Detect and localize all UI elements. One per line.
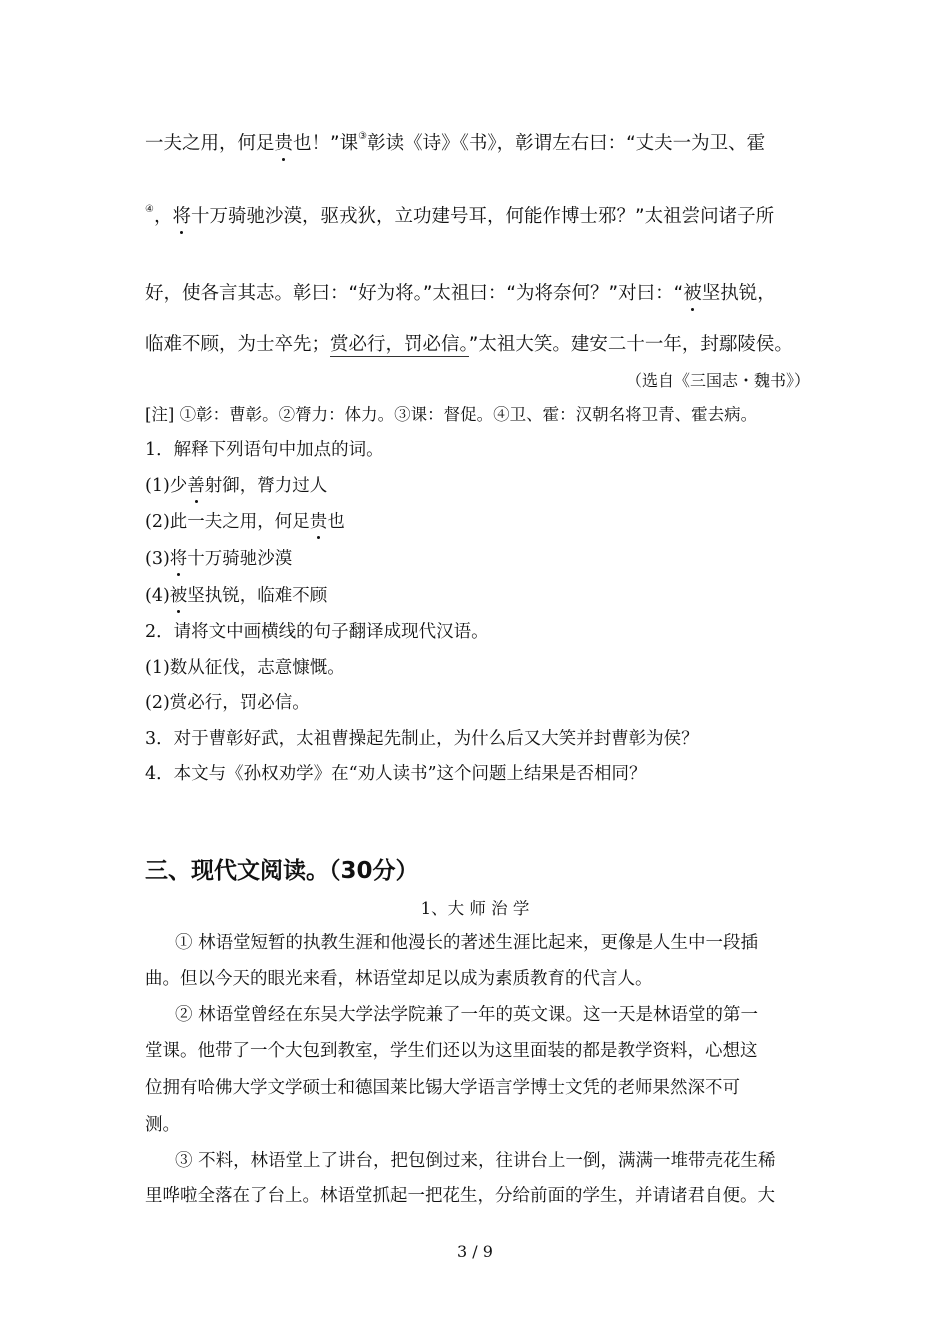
emphasized-char: 贵 xyxy=(274,133,294,154)
emphasized-char: 被 xyxy=(169,586,188,606)
emphasized-char: 将 xyxy=(169,549,188,569)
emphasized-char: 贵 xyxy=(309,512,328,532)
emphasized-char: 将 xyxy=(172,206,191,227)
text: ”太祖大笑。建安二十一年，封鄢陵侯。 xyxy=(468,334,793,355)
article-line: 测。 xyxy=(145,1115,180,1135)
source-citation: （选自《三国志・魏书》） xyxy=(625,371,810,390)
text: ， xyxy=(153,206,173,227)
question-2-2: (2)赏必行，罚必信。 xyxy=(145,693,310,713)
text: 坚执锐， xyxy=(701,283,776,304)
question-1-3 xyxy=(145,551,292,569)
question-1-1 xyxy=(145,478,327,496)
question-1-2 xyxy=(145,514,345,532)
text: 彰读《诗》《书》，彰谓左右曰：“丈夫一为卫、霍 xyxy=(367,133,766,154)
question-2-1: (1)数从征伐，志意慷慨。 xyxy=(145,658,345,678)
article-line: 里哗啦全落在了台上。林语堂抓起一把花生，分给前面的学生，并请诸君自便。大 xyxy=(145,1186,775,1206)
text: (3) xyxy=(145,549,170,569)
passage-line-1 xyxy=(145,131,766,154)
footnote-ref: ③ xyxy=(358,131,368,142)
text: 一夫之用，何足 xyxy=(145,133,275,154)
passage-line-4 xyxy=(145,336,793,355)
text: 也 xyxy=(327,512,345,532)
article-line: 曲。但以今天的眼光来看，林语堂却足以成为素质教育的代言人。 xyxy=(145,969,653,989)
emphasized-char: 善 xyxy=(187,476,205,496)
question-2: 2．请将文中画横线的句子翻译成现代汉语。 xyxy=(145,622,489,642)
emphasized-char: 被 xyxy=(683,283,702,304)
text: 临难不顾，为士卒先； xyxy=(145,334,331,355)
article-line: ① 林语堂短暂的执教生涯和他漫长的著述生涯比起来，更像是人生中一段插 xyxy=(175,933,759,953)
page-number: 3 / 9 xyxy=(457,1242,493,1261)
section-heading: 三、现代文阅读。（30分） xyxy=(145,858,419,884)
article-title: 1、大 师 治 学 xyxy=(420,899,530,918)
question-3: 3．对于曹彰好武，太祖曹操起先制止，为什么后又大笑并封曹彰为侯？ xyxy=(145,729,699,749)
question-4: 4．本文与《孙权劝学》在“劝人读书”这个问题上结果是否相同？ xyxy=(145,764,647,784)
text: (2)此一夫之用，何足 xyxy=(145,512,310,532)
article-line: ② 林语堂曾经在东吴大学法学院兼了一年的英文课。这一天是林语堂的第一 xyxy=(175,1005,759,1025)
text: 也！”课 xyxy=(293,133,359,154)
footnote-ref: ④ xyxy=(145,204,154,215)
passage-line-3 xyxy=(145,285,776,304)
article-line: 堂课。他带了一个大包到教室，学生们还以为这里面装的都是教学资料，心想这 xyxy=(145,1041,758,1061)
text: (1)少 xyxy=(145,476,188,496)
text: 十万骑驰沙漠，驱戎狄，立功建号耳，何能作博士邪？”太祖尝问诸子所 xyxy=(191,206,775,227)
text: 射御，膂力过人 xyxy=(204,476,328,496)
article-line: ③ 不料，林语堂上了讲台，把包倒过来，往讲台上一倒，满满一堆带壳花生稀 xyxy=(175,1151,776,1171)
question-1-4 xyxy=(145,588,327,606)
underlined-sentence: 赏必行，罚必信。 xyxy=(330,334,469,355)
article-line: 位拥有哈佛大学文学硕士和德国莱比锡大学语言学博士文凭的老师果然深不可 xyxy=(145,1078,740,1098)
question-1: 1．解释下列语句中加点的词。 xyxy=(145,440,384,460)
text: 好，使各言其志。彰曰：“好为将。”太祖曰：“为将奈何？”对曰：“ xyxy=(145,283,684,304)
passage-line-2 xyxy=(145,204,775,227)
text: (4) xyxy=(145,586,170,606)
annotation-note: [注] ①彰：曹彰。②膂力：体力。③课：督促。④卫、霍：汉朝名将卫青、霍去病。 xyxy=(145,405,758,424)
text: 十万骑驰沙漠 xyxy=(187,549,293,569)
text: 坚执锐，临难不顾 xyxy=(187,586,328,606)
